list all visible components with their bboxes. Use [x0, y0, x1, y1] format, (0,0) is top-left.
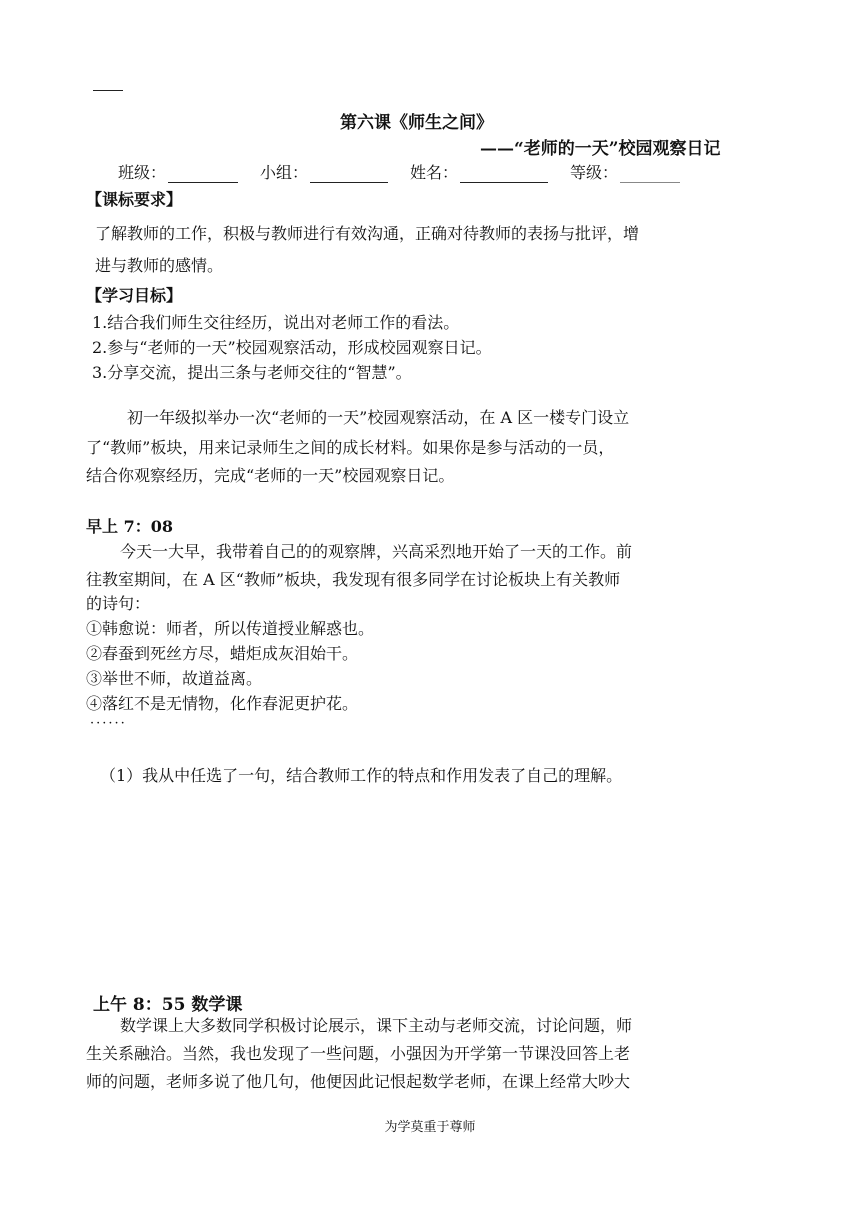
question-1: （1）我从中任选了一句，结合教师工作的特点和作用发表了自己的理解。 [100, 766, 623, 785]
answer-space[interactable] [100, 800, 760, 970]
lesson-subtitle: ——“老师的一天”校园观察日记 [480, 139, 721, 159]
grade-blank[interactable] [620, 166, 680, 183]
objective-item: 1.结合我们师生交往经历，说出对老师工作的看法。 [92, 313, 460, 332]
objective-item: 3.分享交流，提出三条与老师交往的“智慧”。 [92, 363, 412, 382]
top-rule [93, 90, 123, 91]
page-footer: 为学莫重于尊师 [384, 1120, 476, 1135]
morning-heading: 早上 7：08 [86, 517, 173, 536]
math-line-2: 生关系融洽。当然，我也发现了一些问题，小强因为开学第一节课没回答上老 [86, 1044, 631, 1063]
class-blank[interactable] [168, 166, 238, 183]
class-label: 班级： [118, 163, 167, 182]
standards-heading: 【课标要求】 [86, 190, 183, 209]
poem-item: ④落红不是无情物，化作春泥更护花。 [86, 694, 359, 713]
math-heading: 上午 8：55 数学课 [93, 995, 243, 1015]
group-blank[interactable] [310, 166, 388, 183]
intro-line-3: 结合你观察经历，完成“老师的一天”校园观察日记。 [86, 466, 455, 485]
poem-item: ③举世不师，故道益离。 [86, 669, 263, 688]
name-label: 姓名： [410, 163, 459, 182]
morning-line-2: 往教室期间，在 A 区“教师”板块，我发现有很多同学在讨论板块上有关教师 [86, 570, 621, 589]
group-label: 小组： [260, 163, 309, 182]
standards-line-1: 了解教师的工作，积极与教师进行有效沟通，正确对待教师的表扬与批评，增 [95, 224, 640, 243]
objectives-heading: 【学习目标】 [86, 286, 183, 305]
student-info-row [118, 160, 702, 183]
grade-label: 等级： [570, 163, 619, 182]
morning-line-1: 今天一大早，我带着自己的的观察牌，兴高采烈地开始了一天的工作。前 [120, 542, 633, 561]
intro-line-1: 初一年级拟举办一次“老师的一天”校园观察活动，在 A 区一楼专门设立 [127, 408, 630, 427]
intro-line-2: 了“教师”板块，用来记录师生之间的成长材料。如果你是参与活动的一员， [86, 438, 615, 457]
morning-line-3: 的诗句： [86, 594, 151, 613]
poem-ellipsis: ······ [90, 716, 127, 731]
name-blank[interactable] [460, 166, 548, 183]
math-line-1: 数学课上大多数同学积极讨论展示，课下主动与老师交流，讨论问题，师 [120, 1016, 633, 1035]
poem-item: ②春蚕到死丝方尽，蜡炬成灰泪始干。 [86, 644, 359, 663]
poem-item: ①韩愈说：师者，所以传道授业解惑也。 [86, 619, 375, 638]
lesson-title: 第六课《师生之间》 [340, 113, 493, 133]
math-line-3: 师的问题，老师多说了他几句，他便因此记恨起数学老师，在课上经常大吵大 [86, 1072, 631, 1091]
standards-line-2: 进与教师的感情。 [95, 256, 224, 275]
objective-item: 2.参与“老师的一天”校园观察活动，形成校园观察日记。 [92, 338, 492, 357]
